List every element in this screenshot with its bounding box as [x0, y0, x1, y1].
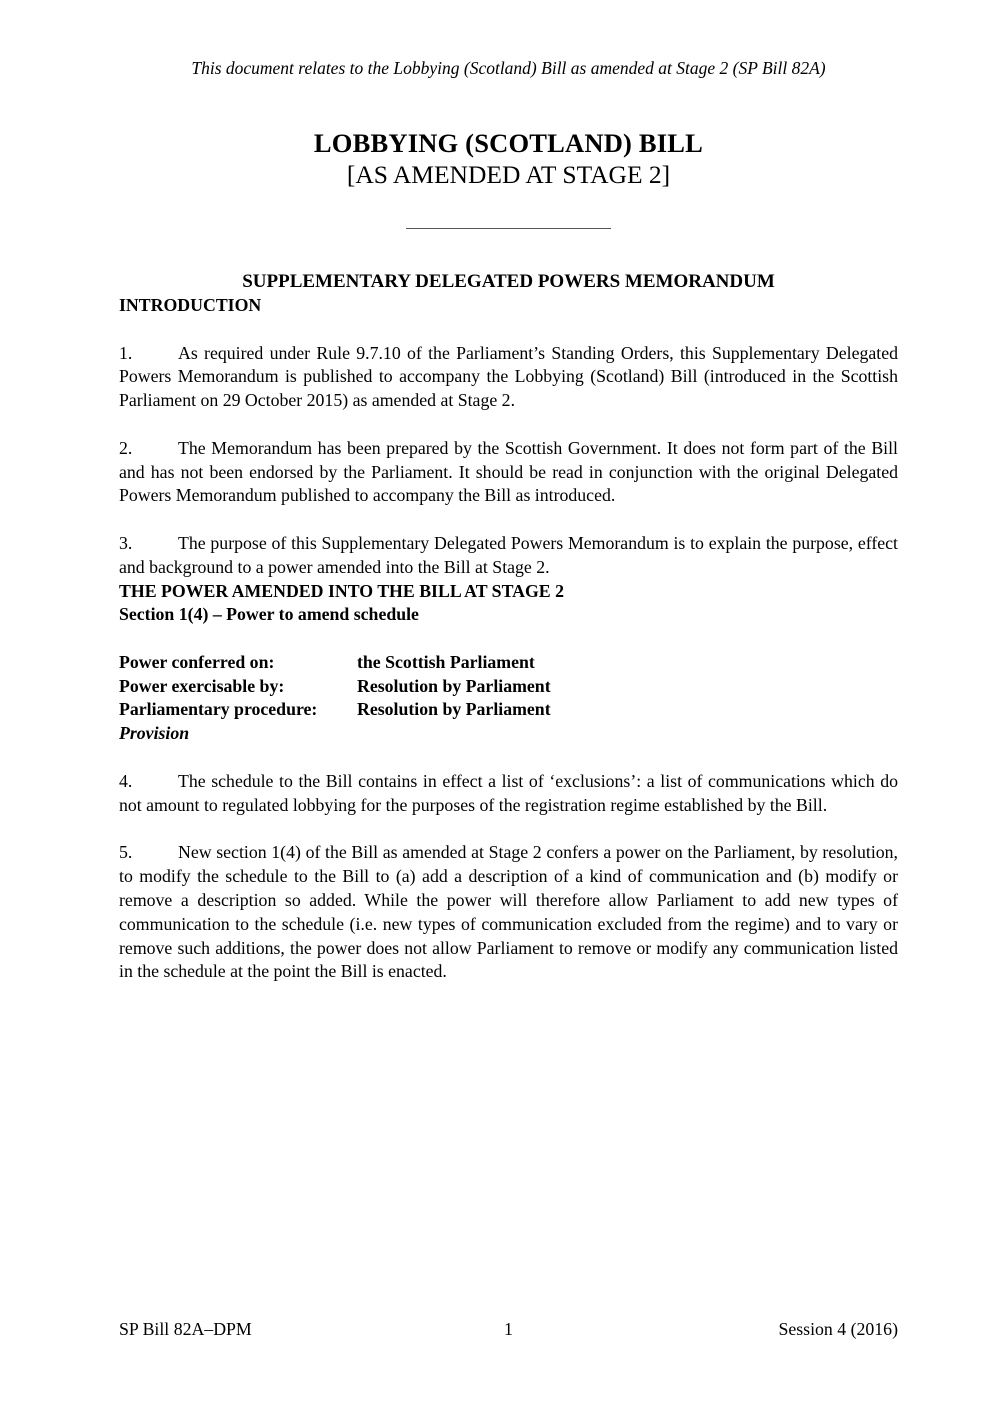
footer-page-number: 1	[504, 1319, 513, 1339]
title-block	[119, 127, 898, 191]
table-row	[119, 675, 551, 699]
paragraph-text-1: As required under Rule 9.7.10 of the Parliament’s Standing Orders, this Supplementary Delegated Powers Memorandum is published to accompany the Lobbying (Scotland) Bill (introduced in the Scottish Parliament on 29 October 2015) as amended at Stage 2.	[119, 342, 898, 411]
memorandum-heading: SUPPLEMENTARY DELEGATED POWERS MEMORANDUM	[242, 271, 775, 292]
divider-wrapper	[119, 219, 898, 237]
footer-bill-reference: SP Bill 82A–DPM	[119, 1319, 252, 1339]
document-subtitle: [AS AMENDED AT STAGE 2]	[346, 160, 671, 189]
sub-heading-section-1-4: Section 1(4) – Power to amend schedule	[119, 604, 419, 625]
paragraph-number-4: 4.	[119, 770, 133, 791]
horizontal-rule	[406, 228, 611, 229]
table-row	[119, 698, 551, 722]
paragraph-number-2: 2.	[119, 437, 133, 458]
parliamentary-procedure-value: Resolution by Parliament	[357, 699, 551, 720]
paragraph-4	[119, 770, 898, 818]
page-content	[119, 0, 898, 984]
parliamentary-procedure-label: Parliamentary procedure:	[119, 699, 318, 720]
power-conferred-on-label: Power conferred on:	[119, 651, 275, 672]
table-row	[119, 651, 551, 675]
paragraph-3	[119, 532, 898, 580]
paragraph-number-5: 5.	[119, 842, 133, 863]
power-exercisable-by-value: Resolution by Parliament	[357, 675, 551, 696]
running-header: This document relates to the Lobbying (Scotland) Bill as amended at Stage 2 (SP Bill 82A)	[191, 58, 826, 78]
paragraph-text-2: The Memorandum has been prepared by the Scottish Government. It does not form part of the Bill and has not been endorsed by the Parliament. It should be read in conjunction with the original Delegated Powers Memorandum published to accompany the Bill as introduced.	[119, 437, 898, 506]
power-conferred-on-value: the Scottish Parliament	[357, 651, 535, 672]
paragraph-number-1: 1.	[119, 342, 133, 363]
paragraph-text-5: New section 1(4) of the Bill as amended at Stage 2 confers a power on the Parliament, by resolution, to modify the schedule to the Bill to (a) add a description of a kind of communication and (b) modify or remove a description so added. While the power will therefore allow Parliament to add new types of communication to the schedule (i.e. new types of communication excluded from the regime) and to vary or remove such additions, the power does not allow Parliament to remove or modify any communication listed in the schedule at the point the Bill is enacted.	[119, 842, 898, 982]
power-details-table	[119, 651, 551, 722]
paragraph-number-3: 3.	[119, 533, 133, 554]
paragraph-text-4: The schedule to the Bill contains in effect a list of ‘exclusions’: a list of communications which do not amount to regulated lobbying for the purposes of the registration regime established by the Bill.	[119, 770, 898, 815]
sub-heading-provision: Provision	[119, 723, 190, 744]
paragraph-text-3: The purpose of this Supplementary Delegated Powers Memorandum is to explain the purpose, effect and background to a power amended into the Bill at Stage 2.	[119, 533, 898, 578]
paragraph-1	[119, 342, 898, 413]
power-exercisable-by-label: Power exercisable by:	[119, 675, 285, 696]
paragraph-5	[119, 841, 898, 984]
section-heading-power: THE POWER AMENDED INTO THE BILL AT STAGE 2	[119, 580, 564, 601]
section-heading-introduction: INTRODUCTION	[119, 295, 262, 315]
footer-session: Session 4 (2016)	[778, 1319, 898, 1339]
document-title: LOBBYING (SCOTLAND) BILL	[313, 128, 704, 158]
paragraph-2	[119, 437, 898, 508]
